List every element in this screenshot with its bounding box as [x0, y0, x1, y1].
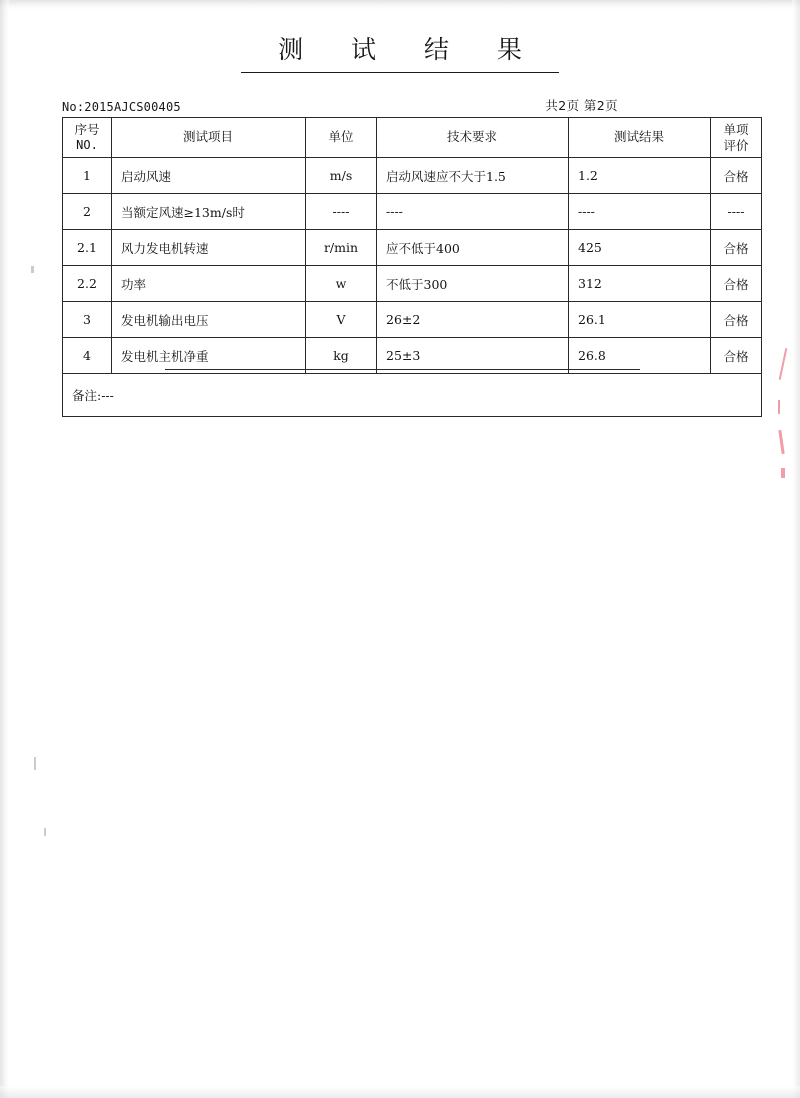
cell-item: 发电机主机净重	[112, 338, 306, 374]
cell-item: 功率	[112, 266, 306, 302]
scan-edge-right	[792, 0, 800, 1098]
cell-evaluation: 合格	[711, 338, 762, 374]
title-underline	[241, 72, 559, 73]
column-header-no-line1: 序号	[74, 122, 100, 138]
cell-unit: m/s	[306, 158, 377, 194]
cell-item: 风力发电机转速	[112, 230, 306, 266]
cell-result: ----	[569, 194, 711, 230]
cell-evaluation: 合格	[711, 158, 762, 194]
cell-requirement: ----	[377, 194, 569, 230]
cell-evaluation: ----	[711, 194, 762, 230]
cell-requirement: 25±3	[377, 338, 569, 374]
remark-text: 备注:---	[63, 374, 762, 417]
cell-requirement: 不低于300	[377, 266, 569, 302]
cell-no: 1	[63, 158, 112, 194]
cell-result: 312	[569, 266, 711, 302]
column-header-result: 测试结果	[569, 118, 711, 158]
report-number: No:2015AJCS00405	[62, 100, 181, 114]
table-row	[63, 302, 762, 338]
scan-artifact-red-mark	[778, 400, 780, 414]
scan-artifact-red-mark	[779, 348, 788, 380]
cell-no: 2.1	[63, 230, 112, 266]
column-header-no	[63, 118, 112, 158]
table-row	[63, 266, 762, 302]
cell-requirement: 启动风速应不大于1.5	[377, 158, 569, 194]
cell-unit: ----	[306, 194, 377, 230]
scan-artifact-fleck	[44, 828, 46, 836]
scan-edge-bottom	[0, 1086, 800, 1098]
document-meta-row	[62, 96, 746, 114]
table-header	[63, 118, 762, 158]
cell-evaluation: 合格	[711, 266, 762, 302]
cell-result: 1.2	[569, 158, 711, 194]
cell-unit: kg	[306, 338, 377, 374]
scan-artifact-red-mark	[778, 430, 784, 454]
cell-unit: r/min	[306, 230, 377, 266]
cell-no: 3	[63, 302, 112, 338]
scan-artifact-fleck	[31, 266, 34, 273]
column-header-evaluation-line1: 单项	[723, 121, 749, 137]
cell-unit: V	[306, 302, 377, 338]
scan-artifact-red-mark	[781, 468, 785, 478]
table-header-row	[63, 118, 762, 158]
cell-no: 2	[63, 194, 112, 230]
cell-unit: w	[306, 266, 377, 302]
cell-item: 启动风速	[112, 158, 306, 194]
scan-edge-left	[0, 0, 9, 1098]
page-indicator: 共2页 第2页	[545, 98, 618, 113]
table-remark-row	[63, 374, 762, 417]
cell-evaluation: 合格	[711, 302, 762, 338]
test-results-table-wrap	[62, 117, 749, 417]
column-header-evaluation	[711, 118, 762, 158]
column-header-requirement: 技术要求	[377, 118, 569, 158]
cell-no: 2.2	[63, 266, 112, 302]
scan-artifact-fleck	[34, 757, 36, 770]
test-results-table	[62, 117, 762, 417]
footer-rule	[165, 369, 640, 370]
column-header-item: 测试项目	[112, 118, 306, 158]
page-title-block	[235, 30, 565, 73]
table-row	[63, 194, 762, 230]
cell-result: 425	[569, 230, 711, 266]
cell-evaluation: 合格	[711, 230, 762, 266]
cell-item: 当额定风速≥13m/s时	[112, 194, 306, 230]
column-header-unit: 单位	[306, 118, 377, 158]
table-body	[63, 158, 762, 417]
table-row	[63, 158, 762, 194]
cell-requirement: 应不低于400	[377, 230, 569, 266]
column-header-no-line2: NO.	[76, 137, 98, 152]
cell-no: 4	[63, 338, 112, 374]
cell-result: 26.8	[569, 338, 711, 374]
cell-item: 发电机输出电压	[112, 302, 306, 338]
table-row	[63, 230, 762, 266]
cell-result: 26.1	[569, 302, 711, 338]
column-header-evaluation-line2: 评价	[723, 137, 749, 153]
cell-requirement: 26±2	[377, 302, 569, 338]
page-title: 测 试 结 果	[278, 35, 542, 64]
scan-edge-top	[0, 0, 800, 10]
